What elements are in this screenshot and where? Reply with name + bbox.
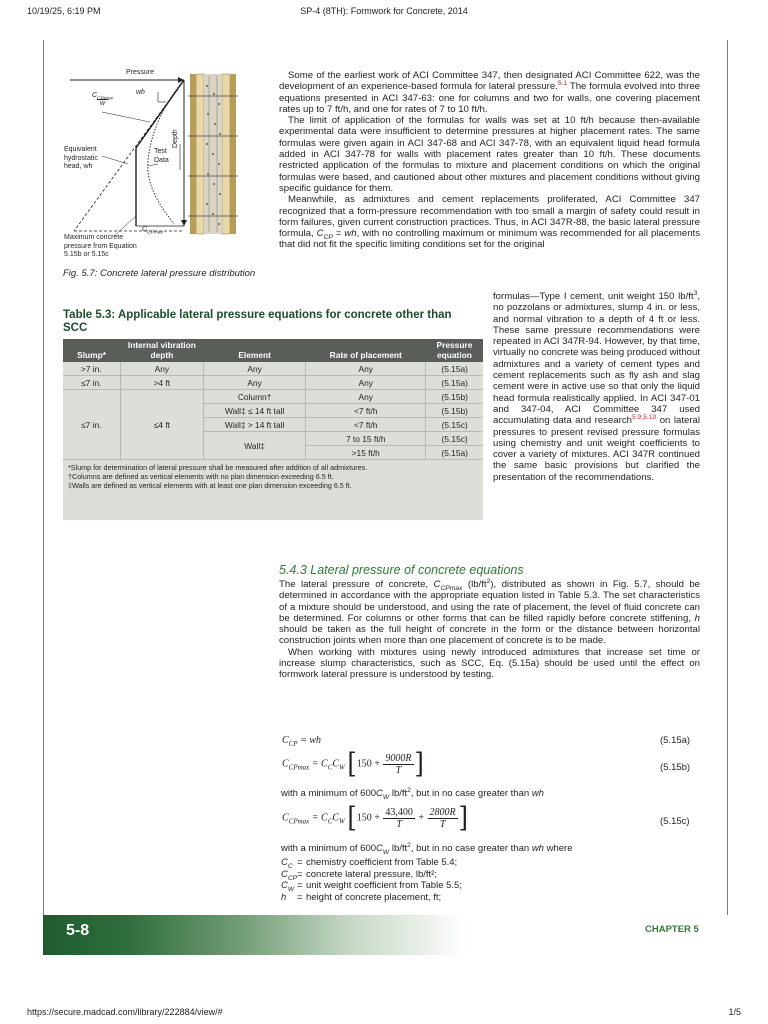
table-row — [63, 390, 483, 404]
eq-c-cw-sub: W — [339, 817, 345, 826]
eq-c-150: 150 + — [356, 812, 383, 824]
fig-label-cpmax-bottom-sub: CPmax — [147, 230, 164, 236]
table-container — [63, 339, 483, 520]
eq-b-bracket-open: [ — [347, 747, 357, 781]
fig-label-pressure: Pressure — [126, 69, 155, 76]
cell-rate: <7 ft/h — [306, 418, 426, 432]
col-header-equation: Pressure equation — [426, 339, 483, 362]
min-c-cw: C — [376, 843, 383, 854]
section-p1-symbol-sub: CPmax — [440, 584, 463, 592]
fig-label-cpmax-bottom-sym: C — [142, 226, 148, 233]
unit-superscript: 3 — [693, 289, 698, 297]
table-row — [63, 362, 483, 376]
paragraph-new-admixtures: When working with mixtures using newly introduced admixtures that increase set time or increase slump characteristics, such as SCC, Eq. (5.15a) should be used until the effect on formwork lateral pressure is understood by testing. — [279, 646, 700, 681]
min-c-where: where — [543, 843, 573, 854]
cell-slump: >7 in. — [63, 362, 120, 376]
min-c-unit: lb/ft — [389, 843, 408, 854]
cell-rate: 7 to 15 ft/h — [306, 432, 426, 446]
paragraph-limit: The limit of application of the formulas for walls was set at 10 ft/h because then-available experimental data were insufficient to determine pressures at higher placement rates. The same formulas were given again in ACI 347-68 and ACI 347-78, with an equivalent liquid head formula added in ACI 347-78 for walls with placement rates greater than 10 ft/h. These documents restricted application of the formulas to mixture and placement conditions on which the original formulas were based, and cautioned about other mixtures and placement conditions without giving specific guidance for them. — [279, 115, 700, 194]
paragraph-formulas-text-2: , no pozzolans or admixtures, slump 4 in. or less, and normal vibration to a depth of 4 ft or less. These same pressure recommendations were repeated in ACI 347R-94. However, by that time, virtually no concrete was being produced without admixtures and a variety of cement types and cement replacements such as fly ash and slag cement were in active use so that only the liquid head formula realistically applied. In ACI 347-01 and 347-04, ACI Committee 347 used accumulating data and research — [493, 291, 700, 427]
def-sym: C — [281, 857, 288, 868]
section-p1-text-b: ), distributed as shown in Fig. 5.7, should be determined in accordance with the appropriate equation listed in Table 5.3. The set characteristics of a mixture should be understood, and using the rate of placement, the level of fluid concrete can be determined. For columns or other forms that can be filled rapidly before concrete stiffening, — [279, 579, 701, 624]
def-equals: = — [297, 868, 303, 880]
paragraph-history-text: Some of the earliest work of ACI Committee 347, then designated ACI Committee 622, was the development of an experience-based formula for lateral pressure. — [279, 70, 700, 93]
cell-rate: Any — [306, 376, 426, 390]
def-equals: = — [297, 891, 303, 903]
section-p1-unit: (lb/ft — [462, 579, 487, 590]
section-p1-symbol: C — [433, 579, 441, 590]
citation-5-1[interactable]: 5.1 — [557, 80, 568, 88]
min-c-text-b: , but in no case greater than — [410, 843, 532, 854]
chapter-label: CHAPTER 5 — [645, 924, 699, 935]
fig-label-w-below: w — [97, 99, 108, 107]
fig-label-depth: Depth — [172, 129, 179, 148]
fig-label-max-1: Maximum concrete — [64, 234, 124, 241]
eq-b-cc: = C — [309, 758, 328, 770]
cell-depth: ≤4 ft — [120, 390, 204, 460]
variable-definitions — [281, 857, 462, 903]
paragraph-formulas — [493, 291, 700, 483]
eq-c-numerator-2: 2800R — [429, 806, 456, 818]
symbol-c-sub: CP — [323, 234, 333, 242]
col-header-element: Element — [204, 339, 306, 362]
eq-c-fraction-2 — [428, 807, 458, 830]
def-equals: = — [297, 857, 303, 868]
table-header-row — [63, 339, 483, 362]
eq-b-cc-sub: C — [327, 763, 333, 772]
eq-c-bracket-close: ] — [458, 801, 469, 835]
cell-equation[interactable]: (5.15b) — [426, 404, 483, 418]
def-text: concrete lateral pressure, lb/ft²; — [306, 868, 437, 880]
eq-c-bracket-open: [ — [347, 801, 357, 835]
col-header-vibration: Internal vibration depth — [120, 339, 204, 362]
fig-label-equivalent-block — [64, 146, 98, 172]
def-sub: W — [287, 886, 295, 894]
equation-number-5-15a: (5.15a) — [660, 735, 691, 746]
section-p1-text-a: The lateral pressure of concrete, — [279, 579, 434, 590]
fig-label-max-3: 5.15b or 5.15c — [64, 251, 109, 258]
table-title: Table 5.3: Applicable lateral pressure equations for concrete other than SCC — [63, 309, 452, 334]
table-footnotes — [63, 460, 483, 491]
cell-rate: Any — [306, 390, 426, 404]
paragraph-meanwhile-text: Meanwhile, as admixtures and cement replacements proliferated, ACI Committee 347 recognized that a form-pressure recommendation with too small a margin of safety could result in form failures, given current construction practices. Thus, in ACI 347R-88, the basic lateral pressure formula, — [279, 194, 700, 240]
figure-lateral-pressure-distribution — [62, 66, 267, 266]
def-sub: CP — [287, 874, 298, 882]
def-text: unit weight coefficient from Table 5.5; — [306, 880, 462, 892]
eq-c-denominator-1: T — [396, 818, 402, 830]
definition-row — [281, 857, 462, 869]
min-b-unit: lb/ft — [389, 788, 408, 799]
fig-label-maximum-block — [64, 234, 137, 260]
equation-number-5-15c: (5.15c) — [660, 816, 690, 827]
print-header — [0, 6, 768, 20]
eq-b-cw: C — [332, 758, 340, 770]
page-number: 5-8 — [66, 922, 90, 939]
min-b-text-b: , but in no case greater than — [410, 788, 532, 799]
min-b-wh: wh — [531, 788, 544, 799]
fig-label-cpmax-w — [92, 92, 113, 108]
eq-b-denominator: T — [395, 764, 402, 776]
section-heading: 5.4.3 Lateral pressure of concrete equations — [279, 563, 524, 577]
footnote-slump: *Slump for determination of lateral pressure shall be measured after addition of all admixtures. — [68, 463, 368, 472]
eq-b-lhs: C — [282, 758, 289, 770]
citation-5-9-5-10[interactable]: 5.9,5.10 — [631, 414, 657, 422]
equation-5-15b — [282, 747, 424, 781]
eq-c-denominator-2: T — [439, 818, 446, 830]
fig-label-hydrostatic: hydrostatic — [64, 154, 98, 162]
min-c-unit-sup: 2 — [407, 841, 411, 849]
form-sheathing-right — [222, 74, 230, 234]
eq-b-fraction — [383, 753, 413, 776]
cell-slump: ≤7 in. — [63, 376, 120, 390]
eq-b-cw-sub: W — [339, 763, 345, 772]
fig-label-test-data-block — [154, 148, 169, 165]
eq-b-lhs-sub: CPmax — [288, 763, 310, 772]
cell-element: Wall‡ — [204, 432, 306, 460]
paragraph-meanwhile — [279, 194, 700, 250]
equation-5-15c — [282, 801, 469, 835]
fig-label-max-2: pressure from Equation — [64, 242, 137, 250]
eq-c-lhs-sub: CPmax — [288, 817, 310, 826]
fig-label-cpmax-bottom — [142, 226, 164, 236]
fig-label-cpmax-sub: CPmax — [97, 96, 114, 102]
fig-label-cpmax-sym: C — [92, 92, 98, 99]
page-footer-band — [43, 915, 728, 955]
section-p1-unit-sup: 2 — [486, 577, 491, 585]
eq-c-lhs: C — [282, 812, 289, 824]
col-header-slump: Slump* — [63, 339, 120, 362]
eq-c-fraction-1 — [383, 807, 415, 830]
footnote-walls: ‡Walls are defined as vertical elements with at least one plan dimension exceeding 6.5 ft. — [68, 481, 352, 491]
symbol-wh: wh — [344, 228, 357, 240]
cell-element: Wall‡ ≤ 14 ft tall — [204, 404, 306, 418]
eq-c-plus: + — [415, 812, 427, 824]
cell-rate: >15 ft/h — [306, 446, 426, 460]
eq-c-cc-sub: C — [327, 817, 333, 826]
form-sheathing-left — [196, 74, 204, 234]
fig-label-wh: wh — [136, 89, 145, 96]
eq-a-rhs: = wh — [297, 735, 322, 746]
def-sym: C — [281, 868, 288, 880]
eq-c-numerator-1: 43,400 — [385, 806, 413, 818]
min-c-cw-sub: W — [382, 848, 390, 856]
fig-label-head: head, wh — [64, 163, 93, 170]
min-b-cw-sub: W — [382, 793, 390, 801]
cell-equation[interactable]: (5.15a) — [426, 376, 483, 390]
paragraph-history — [279, 70, 700, 115]
def-text: height of concrete placement, ft; — [306, 891, 442, 903]
lateral-pressure-table — [63, 339, 483, 460]
def-sub: C — [287, 862, 293, 870]
eq-c-cc: = C — [309, 812, 328, 824]
definition-row — [281, 880, 462, 892]
min-c-wh: wh — [531, 843, 544, 854]
paragraph-lateral-pressure — [279, 579, 700, 647]
min-c-text-a: with a minimum of 600 — [281, 843, 377, 854]
cell-element: Wall‡ > 14 ft tall — [204, 418, 306, 432]
min-b-cw: C — [376, 788, 383, 799]
table-row — [63, 376, 483, 390]
eq-a-lhs: C — [282, 735, 289, 746]
leader-hydrostatic — [102, 156, 128, 164]
leader-maximum — [114, 216, 136, 236]
cell-equation[interactable]: (5.15c) — [426, 418, 483, 432]
page-border-right — [727, 40, 728, 915]
narrow-paragraph — [493, 291, 700, 483]
definition-row — [281, 892, 462, 904]
cell-rate: Any — [306, 362, 426, 376]
cell-element: Any — [204, 376, 306, 390]
def-symbol — [281, 857, 297, 869]
fig-label-data: Data — [154, 156, 169, 164]
section-paragraphs — [279, 579, 700, 681]
print-page-counter: 1/5 — [728, 1007, 741, 1017]
min-line-5-15c — [281, 843, 572, 854]
print-footer — [0, 1007, 768, 1021]
cell-equation[interactable]: (5.15b) — [426, 390, 483, 404]
paragraph-formulas-text-3: on lateral pressures to present revised pressure formulas using chemistry and unit weight coefficients to cover a variety of mixtures. ACI 347R continued the same basic provisions but clarified the presentation of the recommendations. — [493, 415, 700, 483]
print-url[interactable]: https://secure.madcad.com/library/222884/view/# — [27, 1007, 223, 1017]
min-b-unit-sup: 2 — [407, 786, 411, 794]
paragraph-formulas-text: formulas—Type I cement, unit weight 150 lb/ft — [493, 291, 694, 302]
min-b-text-a: with a minimum of 600 — [281, 788, 377, 799]
paragraph-history-text-2: The formula evolved into three equations presented in ACI 347-63: one for columns and two for walls, one covering placement rates up to 7 ft/h, and one for rates of 7 to 10 ft/h. — [279, 81, 701, 115]
def-symbol — [281, 880, 297, 892]
def-sym: C — [281, 880, 288, 892]
cell-slump: ≤7 in. — [63, 390, 120, 460]
cell-depth: >4 ft — [120, 376, 204, 390]
def-text: chemistry coefficient from Table 5.4; — [306, 857, 458, 868]
section-p1-text-c: should be taken as the full height of concrete in the form or the distance between horizontal construction joints when more than one placement of concrete is to be made. — [279, 624, 700, 647]
print-document-title: SP-4 (8TH): Formwork for Concrete, 2014 — [300, 6, 468, 16]
section-p1-h: h — [694, 612, 700, 624]
eq-c-cw: C — [332, 812, 340, 824]
symbol-equals: = — [332, 228, 345, 240]
cell-element: Column† — [204, 390, 306, 404]
footnote-columns: †Columns are defined as vertical elements with no plan dimension exceeding 6.5 ft. — [68, 472, 334, 482]
def-equals: = — [297, 880, 303, 892]
paragraph-meanwhile-text-2: , with no controlling maximum or minimum was recommended for all placements that did not fit the specific limiting conditions set for the original — [279, 228, 701, 251]
cell-equation[interactable]: (5.15c) — [426, 432, 483, 446]
symbol-c: C — [316, 228, 324, 240]
def-symbol — [281, 892, 297, 904]
min-line-5-15b — [281, 788, 544, 799]
fig-label-test: Test — [154, 148, 167, 155]
definition-row — [281, 869, 462, 881]
intro-paragraphs — [279, 70, 700, 251]
cell-equation[interactable]: (5.15a) — [426, 446, 483, 460]
eq-a-lhs-sub: CP — [288, 740, 298, 748]
eq-b-150: 150 + — [356, 758, 383, 770]
depth-arrow — [181, 220, 187, 226]
fig-label-equivalent: Equivalent — [64, 146, 97, 153]
equation-5-15a — [282, 735, 321, 746]
def-symbol — [281, 869, 297, 881]
print-datetime: 10/19/25, 6:19 PM — [27, 6, 101, 16]
equation-number-5-15b: (5.15b) — [660, 762, 691, 773]
cell-depth: Any — [120, 362, 204, 376]
eq-b-numerator: 9000R — [385, 752, 412, 764]
cell-element: Any — [204, 362, 306, 376]
leader-cpmax-w — [102, 112, 150, 122]
page-border-left — [43, 40, 44, 915]
figure-caption: Fig. 5.7: Concrete lateral pressure distribution — [63, 268, 256, 279]
eq-b-bracket-close: ] — [414, 747, 424, 781]
cell-equation[interactable]: (5.15a) — [426, 362, 483, 376]
def-sym: h — [281, 891, 287, 903]
cell-rate: <7 ft/h — [306, 404, 426, 418]
col-header-rate: Rate of placement — [306, 339, 426, 362]
